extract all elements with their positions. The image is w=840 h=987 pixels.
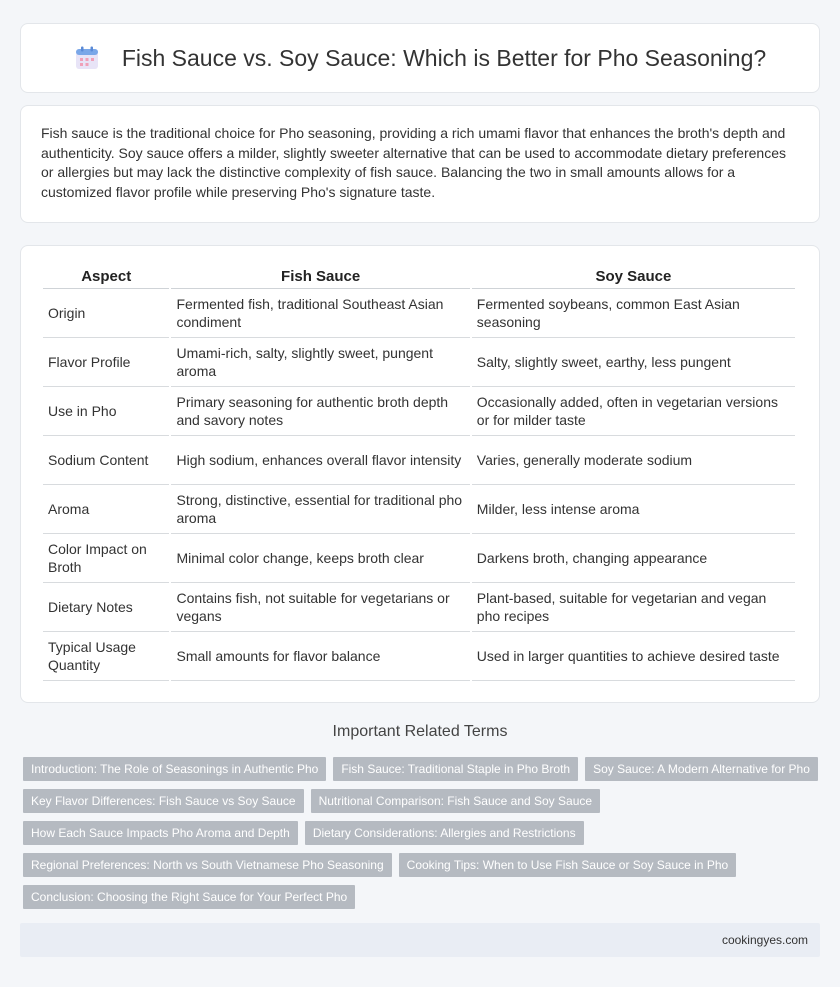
intro-card <box>20 105 820 223</box>
table-row <box>43 436 795 485</box>
header-aspect: Aspect <box>43 265 169 289</box>
table-cell: Aroma <box>43 485 169 534</box>
header-fish-sauce: Fish Sauce <box>171 265 469 289</box>
table-cell: Fermented soybeans, common East Asian seasoning <box>472 289 795 338</box>
table-cell: Dietary Notes <box>43 583 169 632</box>
related-term-tag[interactable]: Regional Preferences: North vs South Vietnamese Pho Seasoning <box>23 853 392 877</box>
table-row <box>43 387 795 436</box>
related-term-tag[interactable]: Key Flavor Differences: Fish Sauce vs Soy Sauce <box>23 789 304 813</box>
related-term-tag[interactable]: Nutritional Comparison: Fish Sauce and Soy Sauce <box>311 789 600 813</box>
calendar-icon <box>74 45 100 71</box>
comparison-table <box>41 265 797 681</box>
table-cell: Minimal color change, keeps broth clear <box>171 534 469 583</box>
tag-row <box>23 789 823 813</box>
table-cell: Color Impact on Broth <box>43 534 169 583</box>
table-cell: Primary seasoning for authentic broth depth and savory notes <box>171 387 469 436</box>
related-term-tag[interactable]: Fish Sauce: Traditional Staple in Pho Broth <box>333 757 578 781</box>
footer-site-link[interactable]: cookingyes.com <box>721 933 808 947</box>
related-term-tag[interactable]: Conclusion: Choosing the Right Sauce for Your Perfect Pho <box>23 885 355 909</box>
table-cell: Fermented fish, traditional Southeast Asian condiment <box>171 289 469 338</box>
table-cell: Occasionally added, often in vegetarian versions or for milder taste <box>472 387 795 436</box>
related-terms-title: Important Related Terms <box>332 723 508 740</box>
comparison-table-card <box>20 245 820 703</box>
table-cell: Plant-based, suitable for vegetarian and vegan pho recipes <box>472 583 795 632</box>
table-row <box>43 632 795 681</box>
table-cell: Darkens broth, changing appearance <box>472 534 795 583</box>
table-row <box>43 485 795 534</box>
table-cell: Origin <box>43 289 169 338</box>
table-cell: Contains fish, not suitable for vegetarians or vegans <box>171 583 469 632</box>
table-row <box>43 289 795 338</box>
title-card <box>20 23 820 93</box>
related-term-tag[interactable]: Introduction: The Role of Seasonings in Authentic Pho <box>23 757 326 781</box>
related-term-tag[interactable]: How Each Sauce Impacts Pho Aroma and Depth <box>23 821 298 845</box>
intro-text: Fish sauce is the traditional choice for Pho seasoning, providing a rich umami flavor that enhances the broth's depth and authenticity. Soy sauce offers a milder, slightly sweeter alternative that can be used to accommodate dietary preferences or allergies but may lack the distinctive complexity of fish sauce. Balancing the two in small amounts allows for a customized flavor profile while preserving Pho's signature taste. <box>41 125 786 200</box>
related-term-tag[interactable]: Cooking Tips: When to Use Fish Sauce or Soy Sauce in Pho <box>399 853 737 877</box>
header-soy-sauce: Soy Sauce <box>472 265 795 289</box>
table-cell: Varies, generally moderate sodium <box>472 436 795 485</box>
table-cell: Umami-rich, salty, slightly sweet, pungent aroma <box>171 338 469 387</box>
table-row <box>43 534 795 583</box>
table-cell: Use in Pho <box>43 387 169 436</box>
footer <box>20 923 820 957</box>
tag-row <box>23 757 823 781</box>
table-cell: Milder, less intense aroma <box>472 485 795 534</box>
table-cell: Typical Usage Quantity <box>43 632 169 681</box>
table-header-row <box>43 265 795 289</box>
table-cell: Sodium Content <box>43 436 169 485</box>
table-cell: Small amounts for flavor balance <box>171 632 469 681</box>
tag-row <box>23 821 823 845</box>
tag-row <box>23 885 823 909</box>
related-term-tag[interactable]: Dietary Considerations: Allergies and Restrictions <box>305 821 584 845</box>
related-term-tag[interactable]: Soy Sauce: A Modern Alternative for Pho <box>585 757 818 781</box>
related-terms-list <box>23 757 823 917</box>
table-cell: Flavor Profile <box>43 338 169 387</box>
table-row <box>43 583 795 632</box>
page-title: Fish Sauce vs. Soy Sauce: Which is Better for Pho Seasoning? <box>121 44 767 71</box>
table-cell: Used in larger quantities to achieve desired taste <box>472 632 795 681</box>
table-row <box>43 338 795 387</box>
table-cell: High sodium, enhances overall flavor intensity <box>171 436 469 485</box>
tag-row <box>23 853 823 877</box>
table-cell: Salty, slightly sweet, earthy, less pungent <box>472 338 795 387</box>
table-cell: Strong, distinctive, essential for traditional pho aroma <box>171 485 469 534</box>
